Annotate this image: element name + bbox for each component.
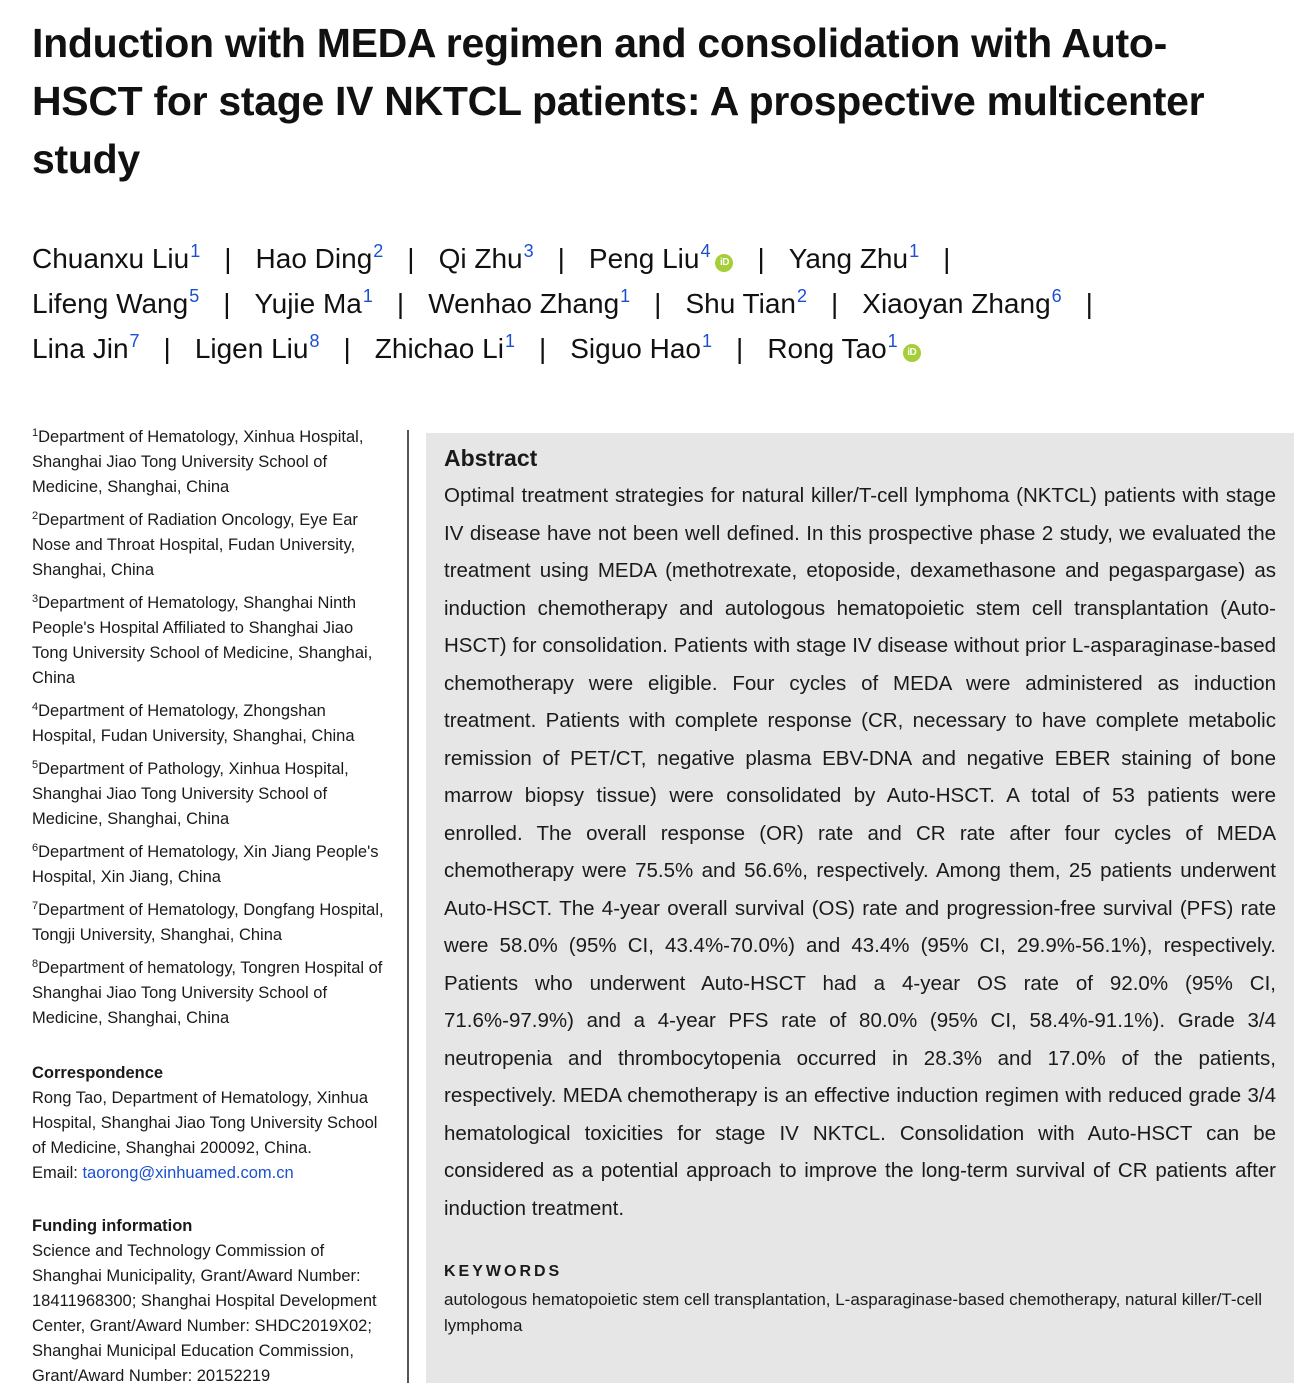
affiliation-text: Department of hematology, Tongren Hospital of Shanghai Jiao Tong University School of Medicine, Shanghai, China (32, 959, 383, 1027)
affiliation (32, 956, 392, 1031)
author-separator: | (1085, 288, 1093, 319)
author-name: Lina Jin (32, 333, 129, 364)
abstract-panel (426, 433, 1294, 1383)
affiliation-number: 7 (32, 900, 39, 912)
author-separator: | (557, 243, 565, 274)
affiliation-number: 2 (32, 510, 39, 522)
affiliation-text: Department of Hematology, Dongfang Hospital, Tongji University, Shanghai, China (32, 901, 384, 944)
email-link[interactable]: taorong@xinhuamed.com.cn (82, 1164, 294, 1182)
author-separator: | (223, 288, 231, 319)
funding-text: Science and Technology Commission of Shanghai Municipality, Grant/Award Number: 18411968300; Shanghai Hospital Development Center, Grant/Award Number: SHDC2019X02; Shanghai Municipal Education Commission, Grant/Award Number: 20152219 (32, 1242, 377, 1385)
affiliation-marker[interactable]: 3 (523, 241, 534, 261)
author-name: Yang Zhu (788, 243, 909, 274)
affiliation-marker[interactable]: 6 (1051, 286, 1062, 306)
affiliation-number: 5 (32, 759, 39, 771)
affiliation-marker[interactable]: 1 (909, 241, 920, 261)
affiliation (32, 591, 392, 691)
author-separator: | (654, 288, 662, 319)
author[interactable] (254, 288, 372, 319)
affiliation-marker[interactable]: 8 (309, 331, 320, 351)
author[interactable] (862, 288, 1061, 319)
affiliation-number: 3 (32, 593, 39, 605)
affiliation (32, 898, 392, 948)
affiliation-marker[interactable]: 7 (129, 331, 140, 351)
author[interactable] (439, 243, 534, 274)
author[interactable] (32, 288, 199, 319)
author[interactable] (32, 243, 200, 274)
affiliation-number: 8 (32, 958, 39, 970)
author[interactable] (256, 243, 384, 274)
affiliation-marker[interactable]: 2 (373, 241, 384, 261)
article-title: Induction with MEDA regimen and consolidation with Auto-HSCT for stage IV NKTCL patients: A prospective multicenter study (32, 20, 1205, 182)
affiliation-text: Department of Radiation Oncology, Eye Ear Nose and Throat Hospital, Fudan University, Shanghai, China (32, 511, 358, 579)
author-name: Lifeng Wang (32, 288, 189, 319)
keywords-heading: KEYWORDS (444, 1263, 563, 1280)
correspondence-heading: Correspondence (32, 1064, 164, 1082)
orcid-icon[interactable]: iD (903, 344, 921, 362)
author-separator: | (407, 243, 415, 274)
affiliation-marker[interactable]: 1 (190, 241, 201, 261)
author-separator: | (757, 243, 765, 274)
orcid-icon[interactable]: iD (715, 254, 733, 272)
author-separator: | (943, 243, 951, 274)
email-label: Email: (32, 1164, 78, 1182)
affiliation (32, 425, 392, 500)
author[interactable] (589, 243, 734, 274)
affiliation-text: Department of Hematology, Xinhua Hospital, Shanghai Jiao Tong University School of Medicine, Shanghai, China (32, 428, 364, 496)
affiliation (32, 508, 392, 583)
affiliation-marker[interactable]: 1 (702, 331, 713, 351)
author-name: Qi Zhu (438, 243, 523, 274)
author-name: Rong Tao (767, 333, 887, 364)
affiliation-marker[interactable]: 1 (362, 286, 373, 306)
affiliation-text: Department of Hematology, Xin Jiang People's Hospital, Xin Jiang, China (32, 843, 379, 886)
correspondence-text: Rong Tao, Department of Hematology, Xinhua Hospital, Shanghai Jiao Tong University School of Medicine, Shanghai 200092, China. (32, 1089, 378, 1157)
affiliation-number: 1 (32, 427, 39, 439)
author-name: Chuanxu Liu (32, 243, 190, 274)
affiliation-marker[interactable]: 1 (620, 286, 631, 306)
affiliation-text: Department of Hematology, Zhongshan Hospital, Fudan University, Shanghai, China (32, 702, 355, 745)
author-separator: | (736, 333, 744, 364)
author-separator: | (343, 333, 351, 364)
author-separator: | (538, 333, 547, 364)
author-separator: | (163, 333, 171, 364)
author-name: Peng Liu (588, 243, 700, 274)
author-name: Wenhao Zhang (428, 288, 620, 319)
author-name: Xiaoyan Zhang (862, 288, 1051, 319)
affiliation (32, 757, 392, 832)
affiliation-marker[interactable]: 4 (700, 241, 711, 261)
author[interactable] (32, 333, 140, 364)
affiliation (32, 699, 392, 749)
author-name: Yujie Ma (254, 288, 362, 319)
author-separator: | (224, 243, 232, 274)
affiliation-marker[interactable]: 2 (796, 286, 807, 306)
funding-heading: Funding information (32, 1217, 193, 1235)
author-name: Shu Tian (685, 288, 796, 319)
affiliation-number: 6 (32, 842, 39, 854)
affiliation-text: Department of Hematology, Shanghai Ninth People's Hospital Affiliated to Shanghai Jiao Tong University School of Medicine, Shanghai, China (32, 594, 373, 687)
author[interactable] (195, 333, 320, 364)
author[interactable] (767, 333, 920, 364)
affiliation-marker[interactable]: 5 (189, 286, 200, 306)
affiliation-marker[interactable]: 1 (887, 331, 898, 351)
affiliation-text: Department of Pathology, Xinhua Hospital, Shanghai Jiao Tong University School of Medicine, Shanghai, China (32, 760, 349, 828)
author[interactable] (789, 243, 919, 274)
abstract-body: Optimal treatment strategies for natural killer/T-cell lymphoma (NKTCL) patients with stage IV disease have not been well defined. In this prospective phase 2 study, we evaluated the treatment using MEDA (methotrexate, etoposide, dexamethasone and pegaspargase) as induction chemotherapy and autologous hematopoietic stem cell transplantation (Auto-HSCT) for consolidation. Patients with stage IV disease without prior L-asparaginase-based chemotherapy were eligible. Four cycles of MEDA were administered as induction treatment. Patients with complete response (CR, necessary to have complete metabolic remission of PET/CT, negative plasma EBV-DNA and negative EBER staining of bone marrow biopsy tissue) were consolidated by Auto-HSCT. A total of 53 patients were enrolled. The overall response (OR) rate and CR rate after four cycles of MEDA chemotherapy were 75.5% and 56.6%, respectively. Among them, 25 patients underwent Auto-HSCT. The 4-year overall survival (OS) rate and progression-free survival (PFS) rate were 58.0% (95% CI, 43.4%-70.0%) and 43.4% (95% CI, 29.9%-56.1%), respectively. Patients who underwent Auto-HSCT had a 4-year OS rate of 92.0% (95% CI, 71.6%-97.9%) and a 4-year PFS rate of 80.0% (95% CI, 58.4%-91.1%). Grade 3/4 neutropenia and thrombocytopenia occurred in 28.3% and 17.0% of the patients, respectively. MEDA chemotherapy is an effective induction regimen with reduced grade 3/4 hematological toxicities for stage IV NKTCL. Consolidation with Auto-HSCT can be considered as a potential approach to improve the long-term survival of CR patients after induction treatment. (444, 484, 1276, 1220)
affiliation (32, 840, 392, 890)
author-name: Siguo Hao (570, 333, 702, 364)
author[interactable] (570, 333, 712, 364)
column-divider (407, 430, 409, 1383)
keywords-text: autologous hematopoietic stem cell transplantation, L-asparaginase-based chemotherapy, natural killer/T-cell lymphoma (444, 1290, 1263, 1335)
author-name: Ligen Liu (194, 333, 309, 364)
author[interactable] (685, 288, 807, 319)
author-separator: | (831, 288, 839, 319)
author[interactable] (375, 333, 515, 364)
abstract-heading: Abstract (444, 445, 538, 471)
author-separator: | (396, 288, 405, 319)
correspondence-email-line (32, 1161, 392, 1186)
author-list (32, 236, 1272, 371)
sidebar (32, 425, 392, 1389)
author[interactable] (428, 288, 630, 319)
affiliation-marker[interactable]: 1 (504, 331, 515, 351)
author-name: Zhichao Li (374, 333, 504, 364)
author-name: Hao Ding (255, 243, 373, 274)
affiliation-number: 4 (32, 701, 39, 713)
